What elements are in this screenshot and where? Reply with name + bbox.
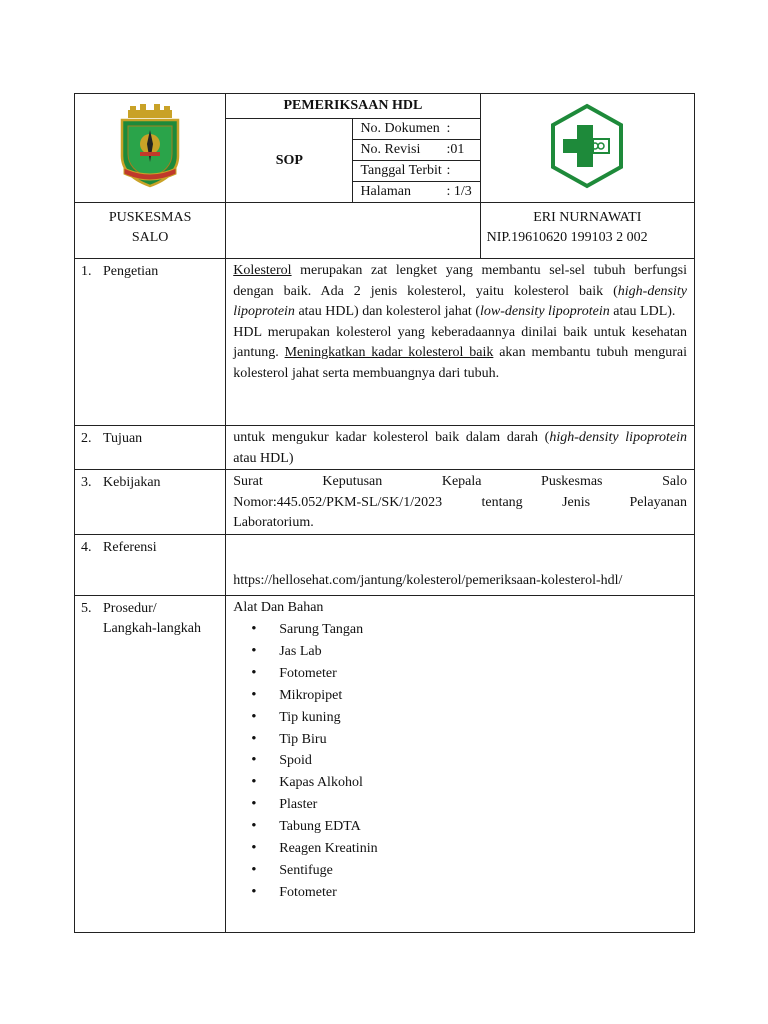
equipment-list	[233, 619, 687, 904]
section-content-tujuan: untuk mengukur kadar kolesterol baik dalam darah (high-density lipoprotein atau HDL)	[226, 426, 695, 470]
section-content-prosedur	[226, 595, 695, 932]
list-item: • Fotometer	[273, 663, 687, 685]
section-content-referensi	[226, 534, 695, 595]
list-item: • Jas Lab	[273, 641, 687, 663]
sop-table	[74, 93, 695, 933]
section-label-referensi: 4. Referensi	[75, 534, 226, 595]
list-item: • Tabung EDTA	[273, 816, 687, 838]
section-label-kebijakan: 3. Kebijakan	[75, 470, 226, 535]
header-center-cell	[226, 94, 480, 203]
organization-name: PUSKESMAS SALO	[75, 203, 226, 259]
header-meta-table	[226, 94, 479, 202]
signer-nip: NIP.19610620 199103 2 002	[486, 230, 648, 245]
left-logo-cell	[75, 94, 226, 203]
list-item: • Tip Biru	[273, 729, 687, 751]
empty-cell	[226, 203, 480, 259]
meta-halaman: Halaman : 1/3	[360, 184, 472, 199]
kebijakan-line-1: Surat Keputusan Kepala Puskesmas Salo	[233, 474, 687, 489]
list-item: • Plaster	[273, 794, 687, 816]
kebijakan-line-3: Laboratorium.	[233, 515, 314, 530]
meta-no-dokumen: No. Dokumen :	[353, 119, 480, 140]
meta-no-revisi: No. Revisi :01	[353, 140, 480, 161]
list-item: • Reagen Kreatinin	[273, 838, 687, 860]
sop-label: SOP	[226, 119, 353, 203]
section-label-pengetian: 1. Pengetian	[75, 259, 226, 426]
document-title: PEMERIKSAAN HDL	[226, 94, 479, 119]
signer-name: ERI NURNAWATI	[533, 210, 642, 225]
reference-link[interactable]: https://hellosehat.com/jantung/kolesterol/pemeriksaan-kolesterol-hdl/	[233, 573, 623, 588]
list-item: • Spoid	[273, 750, 687, 772]
puskesmas-cross-logo-icon	[549, 103, 625, 189]
section-content-pengetian	[226, 259, 695, 426]
list-item: • Sarung Tangan	[273, 619, 687, 641]
kebijakan-line-2: Nomor:445.052/PKM-SL/SK/1/2023 tentang Jenis Pelayanan	[233, 494, 687, 510]
list-item: • Fotometer	[273, 882, 687, 904]
list-item: • Tip kuning	[273, 707, 687, 729]
section-label-prosedur: 5. Prosedur/ Langkah-langkah	[75, 595, 226, 932]
regency-crest-icon	[118, 104, 182, 188]
pengetian-paragraph-2: HDL merupakan kolesterol yang keberadaannya dinilai baik untuk kesehatan jantung. Meningkatkan kadar kolesterol baik akan membantu tubuh mengurai kolesterol jahat serta membuangnya dari tubuh.	[233, 324, 687, 381]
meta-tanggal-terbit: Tanggal Terbit :	[353, 161, 480, 182]
section-label-tujuan: 2. Tujuan	[75, 426, 226, 470]
list-item: • Sentifuge	[273, 860, 687, 882]
pengetian-paragraph-1: Kolesterol merupakan zat lengket yang membantu sel-sel tubuh berfungsi dengan baik. Ada 2 jenis kolesterol, yaitu kolesterol baik (high-density lipoprotein atau HDL) dan kolesterol jahat (low-density lipoprotein atau LDL).	[233, 263, 687, 319]
list-item: • Mikropipet	[273, 685, 687, 707]
section-content-kebijakan	[226, 470, 695, 535]
sop-document	[74, 93, 695, 933]
prosedur-heading: Alat Dan Bahan	[233, 599, 324, 615]
signer-block	[480, 203, 694, 259]
list-item: • Kapas Alkohol	[273, 772, 687, 794]
right-logo-cell	[480, 94, 694, 203]
